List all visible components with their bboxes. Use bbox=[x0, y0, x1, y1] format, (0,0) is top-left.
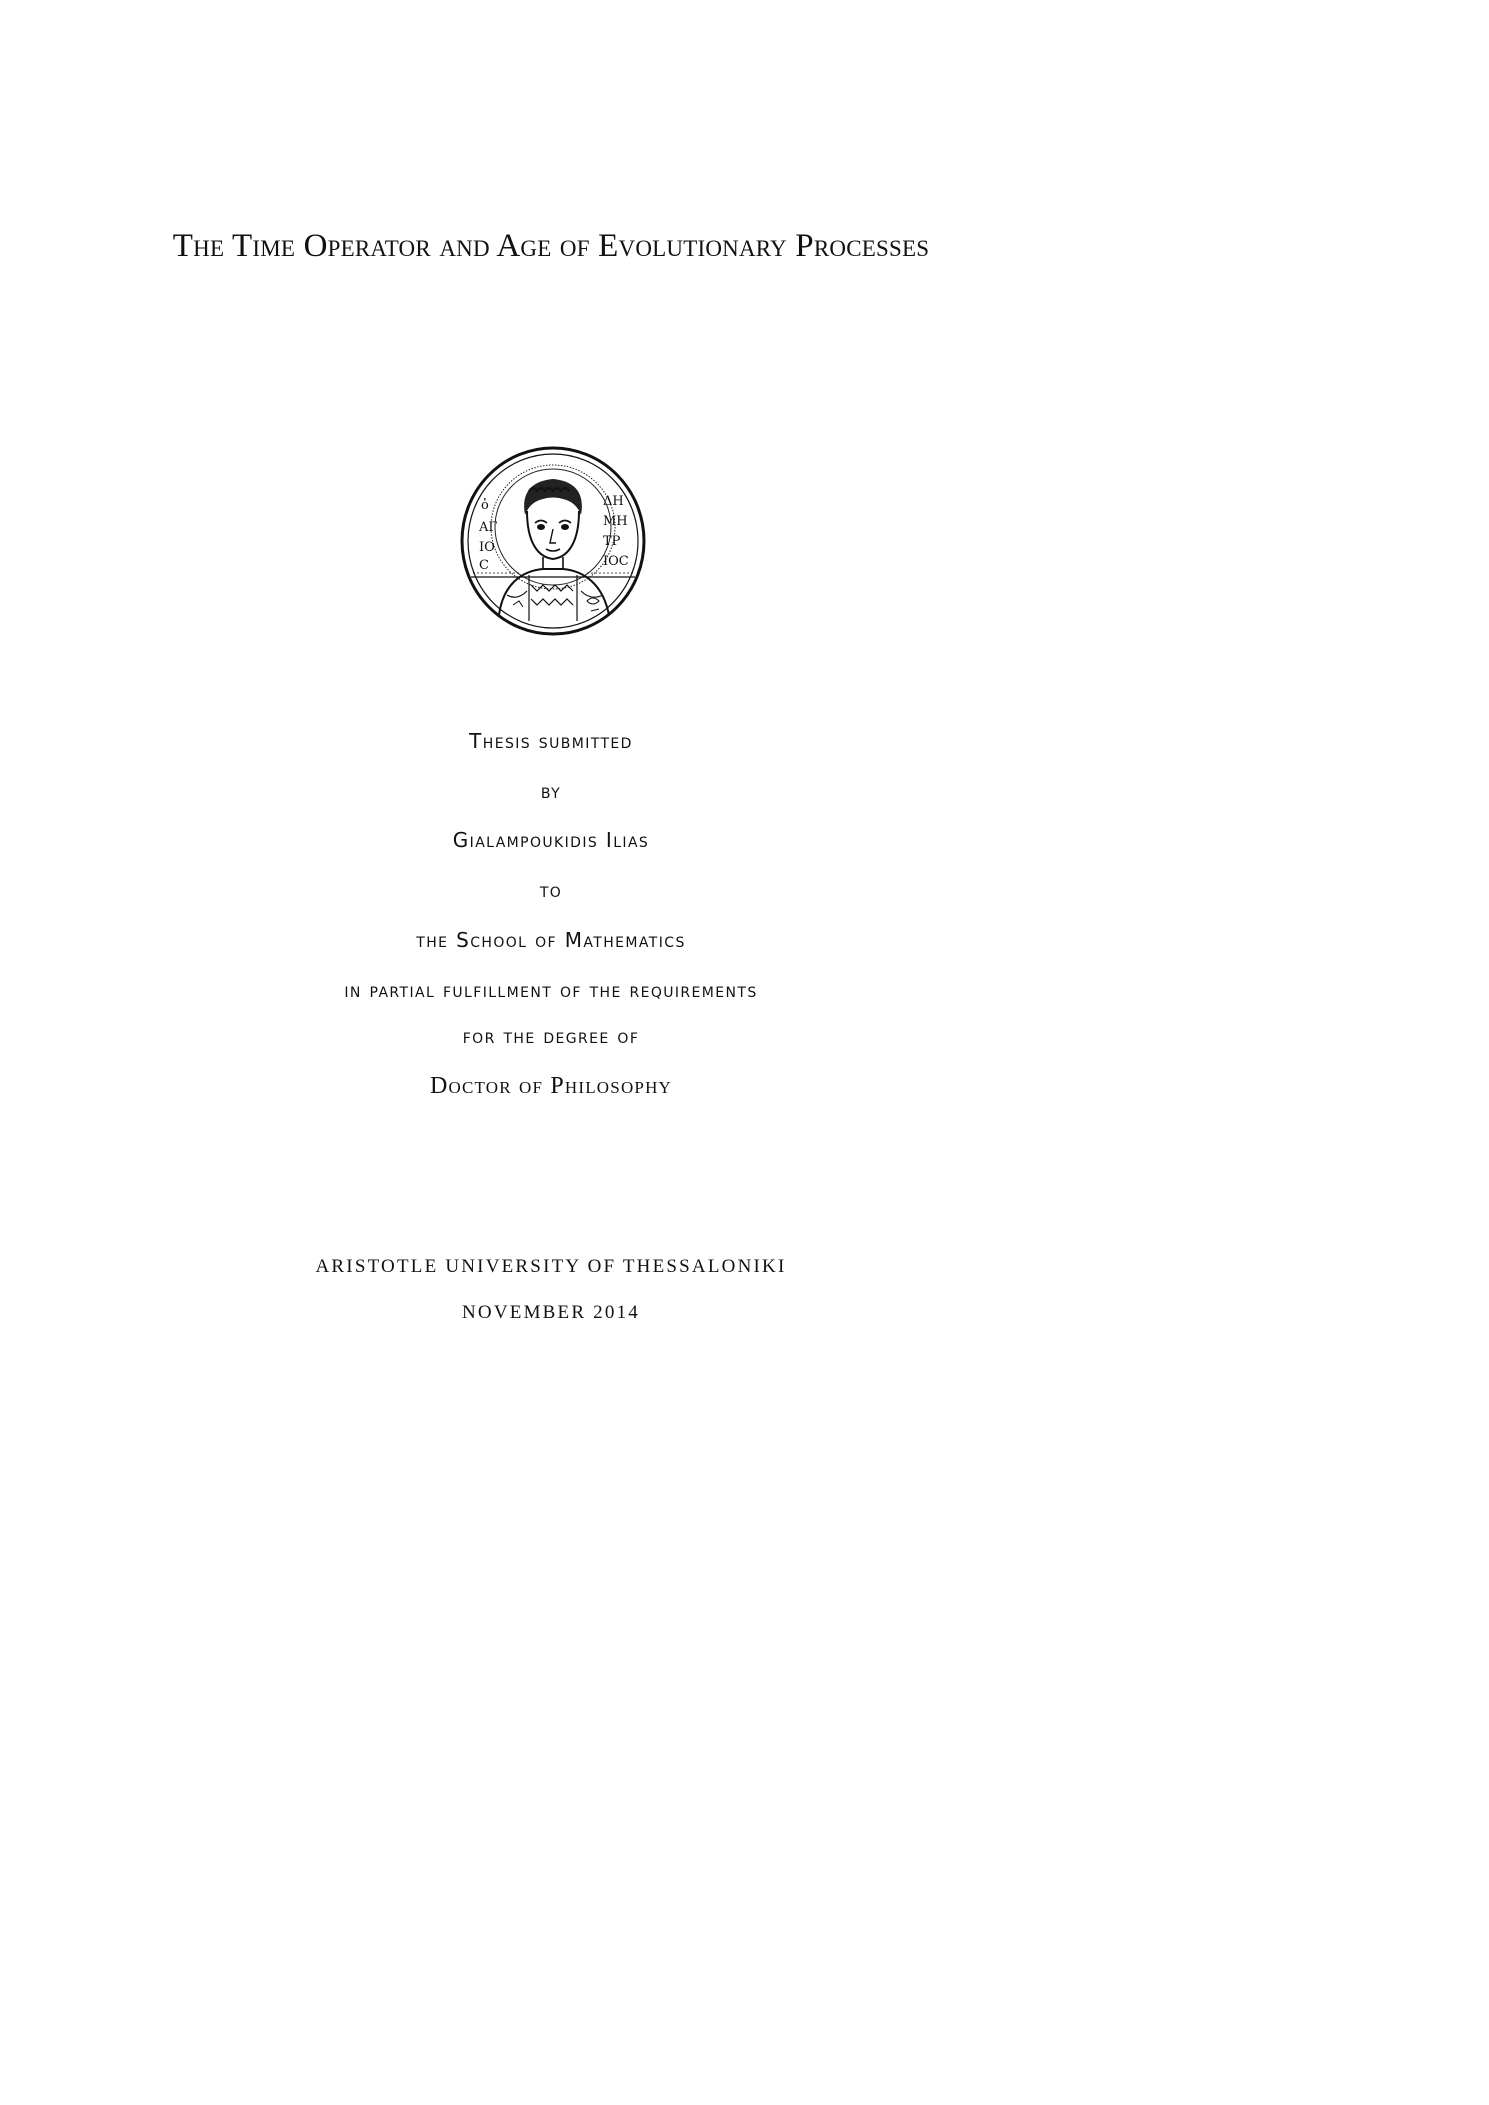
submission-line-requirements: in partial fulfillment of the requirements bbox=[344, 978, 758, 1002]
svg-text:ΑΓ: ΑΓ bbox=[479, 520, 498, 535]
submission-line-degree-of: for the degree of bbox=[462, 1024, 640, 1048]
university-seal-icon bbox=[459, 445, 647, 637]
submission-line-by: by bbox=[540, 779, 562, 803]
svg-text:Ϲ: Ϲ bbox=[479, 558, 489, 573]
svg-text:ΜΗ: ΜΗ bbox=[603, 514, 628, 529]
thesis-title: The Time Operator and Age of Evolutionary Processes bbox=[172, 228, 930, 264]
degree-name: Doctor of Philosophy bbox=[429, 1073, 673, 1099]
author-name: Gialampoukidis Ilias bbox=[452, 828, 650, 852]
submission-line-thesis-submitted: Thesis submitted bbox=[469, 729, 633, 753]
university-name: ARISTOTLE UNIVERSITY OF THESSALONIKI bbox=[315, 1256, 787, 1277]
svg-text:ΙΟ: ΙΟ bbox=[479, 540, 495, 555]
svg-text:ΔΗ: ΔΗ bbox=[603, 494, 624, 509]
school-name: the School of Mathematics bbox=[416, 928, 686, 952]
svg-text:ὁ: ὁ bbox=[481, 498, 489, 513]
svg-text:ΙΟϹ: ΙΟϹ bbox=[603, 554, 629, 569]
submission-date: NOVEMBER 2014 bbox=[462, 1302, 640, 1323]
submission-line-to: to bbox=[539, 878, 563, 902]
svg-text:ΤΡ: ΤΡ bbox=[603, 534, 621, 549]
